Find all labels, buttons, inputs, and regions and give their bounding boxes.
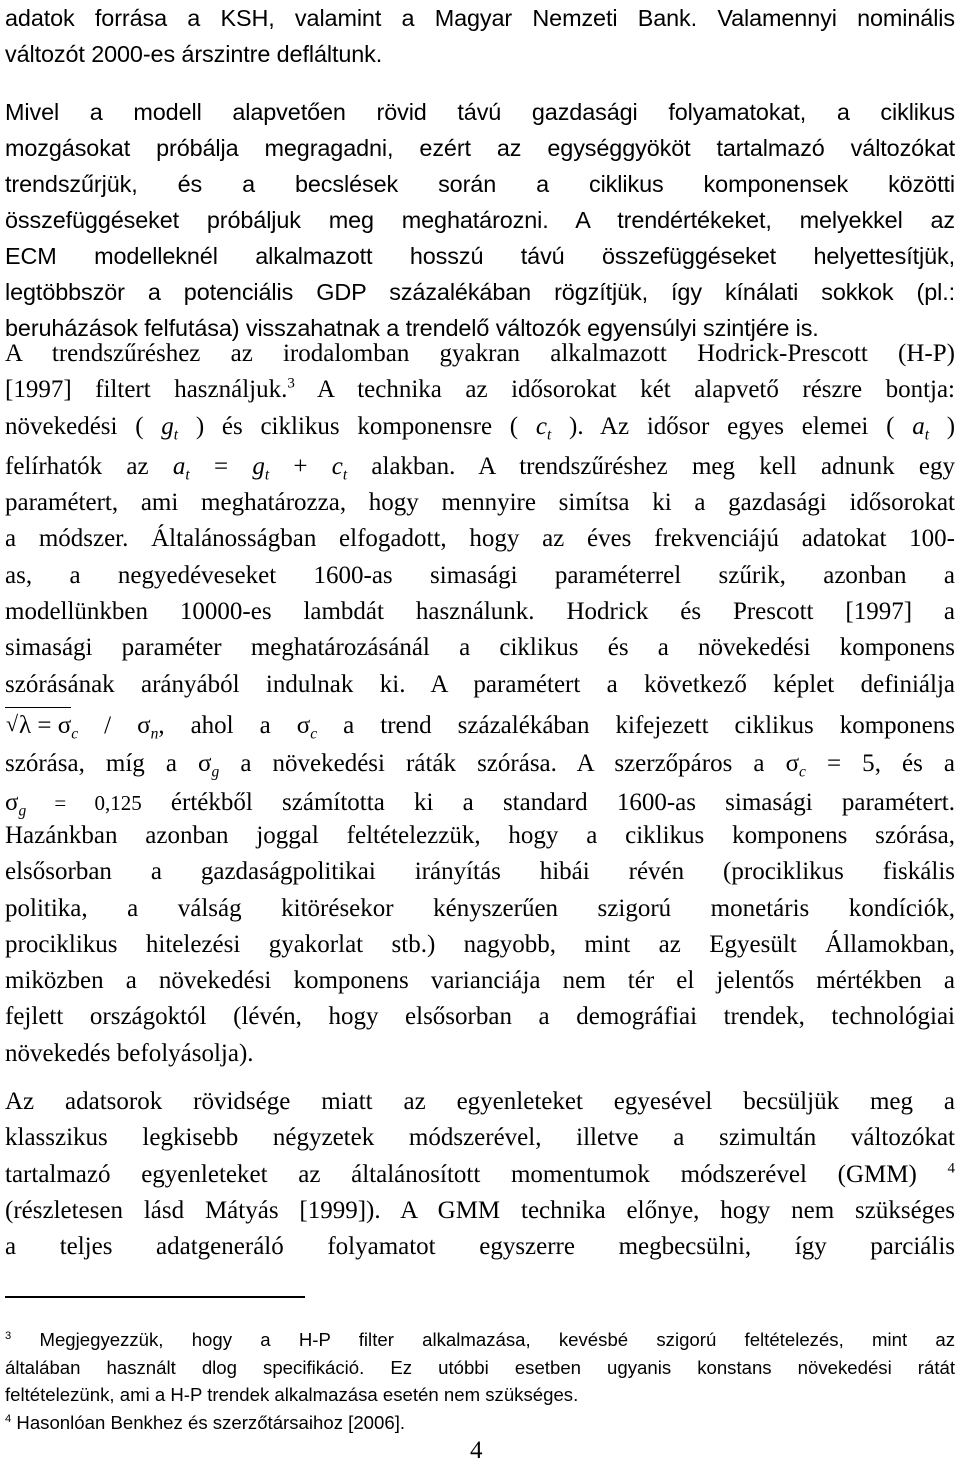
equation-lambda: √ $\lambda = \sigma_c / \sigma_n$ — [5, 712, 158, 739]
text-line: simasági paraméter meghatározásánál a ciklikus és a növekedési komponens — [5, 634, 955, 662]
equation-decomposition: $a_t = g_t + c_t$ — [172, 452, 348, 484]
text-line: Az adatsorok rövidsége miatt az egyenleteket egyesével becsüljük meg a — [5, 1088, 955, 1115]
page-number: 4 — [470, 1437, 483, 1464]
text-line: Mivel a modell alapvetően rövid távú gazdasági folyamatokat, a ciklikus — [5, 99, 955, 125]
paragraph-gmm — [5, 1084, 955, 1265]
text-line: tartalmazó egyenleteket az általánosított momentumok módszerével (GMM) $^4$ — [5, 1159, 956, 1188]
equation-sigma-c-value: $\sigma_c = 5$ — [785, 750, 875, 781]
text-line: politika, a válság kitörésekor kényszerűen szigorú monetáris kondíciók, — [5, 894, 955, 922]
paragraph-model-intro — [5, 94, 955, 346]
text-line: elsősorban a gazdaságpolitikai irányítás hibái révén (prociklikus fiskális — [5, 858, 955, 886]
text-line: prociklikus hitelezési gyakorlat stb.) nagyobb, mint az Egyesült Államokban, — [5, 930, 955, 958]
math-sigma-g: $\sigma_g$ — [198, 750, 220, 781]
text-line: $\sigma_g = 0,125$ értékből számította ki a standard 1600-as simasági paramétert. — [5, 788, 955, 819]
text-line: fejlett országoktól (lévén, hogy elsősorban a demográfiai trendek, technológiai — [5, 1003, 955, 1031]
text-line: as, a negyedéveseket 1600-as simasági paraméterrel szűrik, azonban a — [5, 561, 955, 589]
math-sigma-c: $\sigma_c$ — [296, 711, 318, 743]
paragraph-data-sources — [5, 0, 955, 72]
text-line: adatok forrása a KSH, valamint a Magyar Nemzeti Bank. Valamennyi nominális — [5, 5, 955, 31]
math-g-t: $g_t$ — [161, 412, 179, 444]
math-a-t: $a_t$ — [912, 412, 930, 444]
text-line: növekedési ( $g_t$ ) és ciklikus komponensre ( $c_t$ ). Az idősor egyes elemei ( $a_t$ ) — [5, 412, 956, 444]
footnote-3: $^3$ Megjegyezzük, hogy a H-P filter alkalmazása, kevésbé szigorú feltételezés, mint az — [5, 1329, 955, 1350]
text-line: Hazánkban azonban joggal feltételezzük, hogy a ciklikus komponens szórása, — [5, 822, 955, 849]
text-line: szórása, míg a $\sigma_g$ a növekedési ráták szórása. A szerzőpáros a $\sigma_c = 5$, és a — [5, 750, 956, 781]
equation-sigma-g-value: $\sigma_g = 0,125$ — [5, 788, 142, 819]
text-line: (részletesen lásd Mátyás [1999]). A GMM technika előnye, hogy nem szükséges — [5, 1196, 955, 1224]
text-line: [1997] filtert használjuk.$^3$ A technika az idősorokat két alapvető részre bontja: — [5, 375, 955, 404]
text-line: √ $\lambda = \sigma_c / \sigma_n$, ahol a $\sigma_c$ a trend százalékában kifejezett ciklikus komponens — [5, 707, 955, 744]
text-line: trendszűrjük, és a becslések során a ciklikus komponensek közötti — [5, 171, 955, 197]
text-line: mozgásokat próbálja megragadni, ezért az egységgyököt tartalmazó változókat — [5, 135, 955, 161]
text-line: paramétert, ami meghatározza, hogy mennyire simítsa ki a gazdasági idősorokat — [5, 489, 955, 517]
paragraph-hp-filter — [5, 336, 955, 821]
text-line: általában használt dlog specifikáció. Ez utóbbi esetben ugyanis konstans növekedési rátát — [5, 1356, 955, 1378]
footnote-separator — [5, 1296, 305, 1298]
text-line: beruházások felfutása) visszahatnak a trendelő változók egyensúlyi szintjére is. — [5, 315, 819, 341]
text-line: ECM modelleknél alkalmazott hosszú távú összefüggéseket helyettesítjük, — [5, 243, 955, 269]
text-line: változót 2000-es árszintre defláltunk. — [5, 41, 383, 67]
text-line: növekedés befolyásolja). — [5, 1039, 254, 1067]
text-line: miközben a növekedési komponens varianciája nem tér el jelentős mértékben a — [5, 967, 955, 995]
text-line: modellünkben 10000-es lambdát használunk. Hodrick és Prescott [1997] a — [5, 598, 955, 626]
text-line: legtöbbször a potenciális GDP százalékában rögzítjük, így kínálati sokkok (pl.: — [5, 279, 955, 305]
text-line: felírhatók az $a_t = g_t + c_t$ alakban. A trendszűréshez meg kell adnunk egy — [5, 452, 955, 484]
text-line: A trendszűréshez az irodalomban gyakran alkalmazott Hodrick-Prescott (H-P) — [5, 340, 955, 367]
math-c-t: $c_t$ — [535, 412, 552, 444]
footnote-number: 3 — [5, 1329, 12, 1342]
text-line: összefüggéseket próbáljuk meg meghatározni. A trendértékeket, melyekkel az — [5, 207, 955, 233]
footnote-4: $^4$ Hasonlóan Benkhez és szerzőtársaihoz [2006]. — [5, 1411, 406, 1433]
paragraph-hungary — [5, 818, 955, 1072]
text-line: a teljes adatgeneráló folyamatot egyszerre megbecsülni, így parciális — [5, 1233, 955, 1261]
footnotes — [5, 1326, 955, 1436]
footnote-ref-3[interactable]: 3 — [287, 375, 295, 392]
footnote-ref-4[interactable]: 4 — [947, 1159, 956, 1176]
text-line: feltételezünk, ami a H-P trendek alkalmazása esetén nem szükséges. — [5, 1384, 579, 1405]
text-line: klasszikus legkisebb négyzetek módszerével, illetve a szimultán változókat — [5, 1124, 955, 1152]
text-line: a módszer. Általánosságban elfogadott, hogy az éves frekvenciájú adatokat 100- — [5, 525, 955, 553]
text-line: szórásának arányából indulnak ki. A paramétert a következő képlet definiálja — [5, 670, 955, 698]
footnote-number: 4 — [5, 1412, 12, 1425]
